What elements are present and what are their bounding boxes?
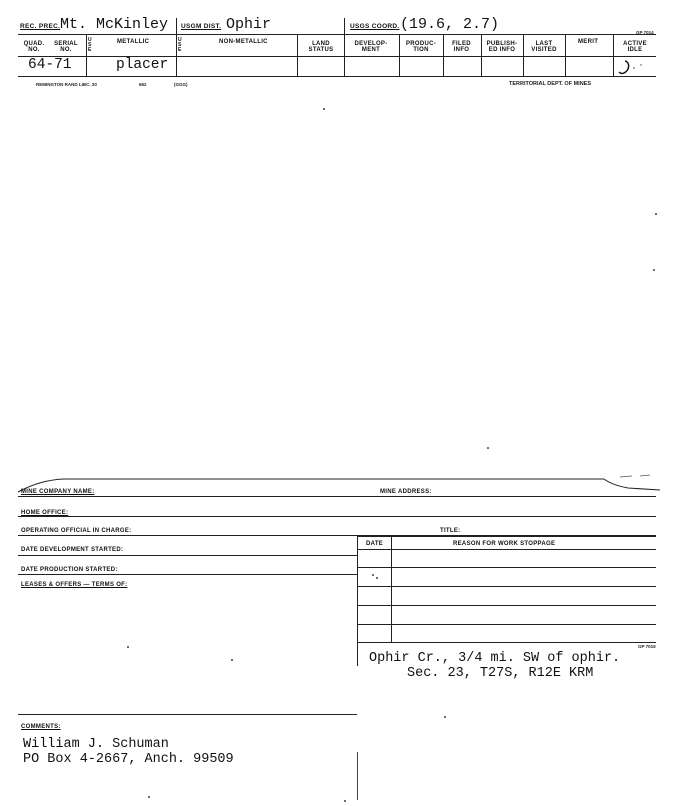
stoppage-row [357,586,656,587]
col-merit: MERIT [578,39,599,45]
stoppage-table-top [357,536,656,537]
rule [18,555,357,556]
rule [18,496,656,497]
rec-prec-value: Mt. McKinley [60,16,169,33]
usgs-coord-value: (19.6, 2.7) [400,16,500,33]
col-filed-info: FILED INFO [452,41,471,53]
col-serial-no: SERIAL NO. [54,41,78,53]
date-development-label: DATE DEVELOPMENT STARTED: [21,547,124,553]
col-use-nonmetallic: U S E [178,37,182,53]
comments-line-1: William J. Schuman [23,737,169,752]
location-line-1: Ophir Cr., 3/4 mi. SW of ophir. [369,651,621,666]
col-active-idle: ACTIVE IDLE [623,41,647,53]
footer-left: REMINGTON RAND LIBC. 20 [36,82,97,87]
col-development: DEVELOP- MENT [354,41,388,53]
rule [18,574,357,575]
speck [487,447,489,449]
metallic-value: placer [116,57,169,73]
speck [376,577,378,579]
col-use-metallic: U S E [88,37,92,53]
col-quad-no: QUAD. NO. [23,41,45,53]
bottom-form-number: GP 7015 [638,644,656,649]
row-bottom-rule [18,76,656,77]
col-production: PRODUC- TION [405,41,437,53]
operating-official-label: OPERATING OFFICIAL IN CHARGE: [21,528,132,534]
comments-line-2: PO Box 4-2667, Anch. 99509 [23,752,234,767]
speck [127,646,129,648]
speck [148,796,150,798]
card-top-edge [0,472,678,496]
mine-company-label: MINE COMPANY NAME: [21,489,95,495]
stoppage-row [357,567,656,568]
home-office-label: HOME OFFICE: [21,510,69,516]
rule [18,516,656,517]
column-header-rule [18,56,656,57]
rec-prec-label: REC. PREC. [20,23,61,30]
comments-label: COMMENTS: [21,724,61,730]
footer-code: 662 [139,82,147,87]
col-non-metallic: NON-METALLIC [219,39,268,45]
header-rule [18,34,656,35]
usgm-dist-value: Ophir [226,16,272,33]
usgm-dist-label: USGM DIST. [181,23,222,30]
stoppage-row [357,642,656,643]
speck [323,108,325,110]
speck [231,659,233,661]
footer-paren: (GGG) [174,82,188,87]
title-label: TITLE: [440,528,461,534]
checkmark-icon [616,58,646,80]
speck [344,800,346,802]
mine-address-label: MINE ADDRESS: [380,489,432,495]
stoppage-row [357,605,656,606]
usgs-coord-label: USGS COORD. [350,23,400,30]
stoppage-col-divider [391,536,392,642]
top-form-number: GP 7014 [636,30,654,35]
col-metallic: METALLIC [117,39,150,45]
header-divider [176,18,177,34]
speck [372,574,374,576]
speck [444,716,446,718]
col-land-status: LAND STATUS [308,41,334,53]
date-production-label: DATE PRODUCTION STARTED: [21,567,118,573]
stoppage-row [357,624,656,625]
footer-right: TERRITORIAL DEPT. OF MINES [509,81,591,87]
quad-serial-value: 64-71 [28,57,72,73]
stoppage-header-rule [357,549,656,550]
rule [18,714,357,715]
col-published-info: PUBLISH- ED INFO [486,41,518,53]
col-last-visited: LAST VISITED [531,41,557,53]
leases-label: LEASES & OFFERS — TERMS OF: [21,582,128,588]
header-divider [344,18,345,34]
center-divider [357,536,358,666]
reason-col-label: REASON FOR WORK STOPPAGE [453,541,556,547]
center-divider-lower [357,752,358,800]
date-col-label: DATE [366,541,384,547]
location-line-2: Sec. 23, T27S, R12E KRM [407,666,594,681]
speck [653,269,655,271]
speck [655,213,657,215]
